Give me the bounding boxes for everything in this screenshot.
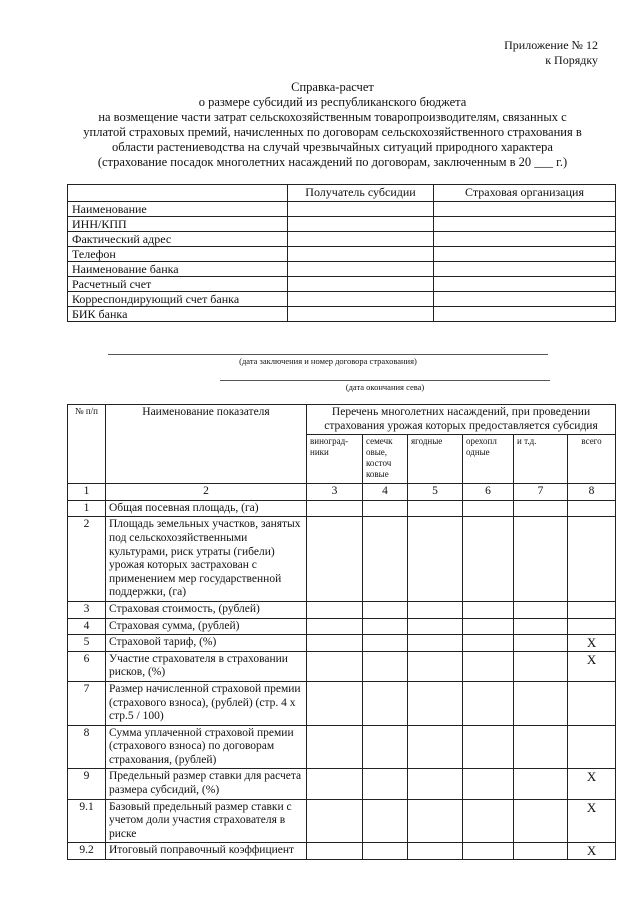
row-indicator-name: Предельный размер ставки для расчета размера субсидий, (%) (106, 769, 307, 799)
value-cell[interactable] (408, 769, 463, 799)
value-cell[interactable] (307, 618, 363, 635)
value-cell[interactable] (408, 725, 463, 769)
title-line-6: (страхование посадок многолетних насаждений по договорам, заключенным в 20 ___ г.) (97, 155, 568, 169)
insurer-value-cell[interactable] (434, 247, 616, 262)
value-cell[interactable] (463, 517, 514, 602)
table-row (68, 769, 616, 799)
column-numbers-row (68, 484, 616, 501)
header-indicator: Наименование показателя (106, 405, 307, 484)
value-cell[interactable] (307, 681, 363, 725)
value-cell[interactable] (514, 500, 568, 517)
value-cell[interactable] (307, 843, 363, 860)
info-row-label: Корреспондирующий счет банка (68, 292, 288, 307)
info-row-label: Расчетный счет (68, 277, 288, 292)
value-cell[interactable] (307, 635, 363, 652)
info-row (68, 202, 616, 217)
title-line-4: уплатой страховых премий, начисленных по договорам сельскохозяйственного страхования в (83, 125, 582, 139)
document-title (50, 80, 615, 170)
value-cell[interactable] (514, 725, 568, 769)
value-cell[interactable] (363, 517, 408, 602)
total-cell[interactable]: X (568, 651, 616, 681)
total-cell[interactable] (568, 601, 616, 618)
value-cell[interactable] (463, 725, 514, 769)
column-number-cell: 5 (408, 484, 463, 501)
recipient-value-cell[interactable] (288, 292, 434, 307)
total-cell[interactable] (568, 725, 616, 769)
column-number-cell: 8 (568, 484, 616, 501)
recipient-value-cell[interactable] (288, 217, 434, 232)
value-cell[interactable] (463, 500, 514, 517)
row-number: 3 (68, 601, 106, 618)
value-cell[interactable] (363, 681, 408, 725)
total-cell[interactable]: X (568, 635, 616, 652)
value-cell[interactable] (408, 618, 463, 635)
row-indicator-name: Базовый предельный размер ставки с учетом доли участия страхователя в риске (106, 799, 307, 843)
column-number-cell: 1 (68, 484, 106, 501)
row-number: 9 (68, 769, 106, 799)
value-cell[interactable] (514, 681, 568, 725)
column-number-cell: 2 (106, 484, 307, 501)
header-num: № п/п (68, 405, 106, 484)
table-row (68, 651, 616, 681)
value-cell[interactable] (514, 635, 568, 652)
value-cell[interactable] (307, 500, 363, 517)
insurer-value-cell[interactable] (434, 307, 616, 322)
row-indicator-name: Участие страхователя в страховании рисков, (%) (106, 651, 307, 681)
value-cell[interactable] (363, 843, 408, 860)
recipient-value-cell[interactable] (288, 232, 434, 247)
table-row (68, 618, 616, 635)
insurer-value-cell[interactable] (434, 262, 616, 277)
value-cell[interactable] (307, 651, 363, 681)
value-cell[interactable] (463, 799, 514, 843)
value-cell[interactable] (307, 517, 363, 602)
row-indicator-name: Размер начисленной страховой премии (страхового взноса), (рублей) (стр. 4 х стр.5 / 100) (106, 681, 307, 725)
row-number: 7 (68, 681, 106, 725)
info-row (68, 307, 616, 322)
calculation-table (67, 404, 616, 860)
value-cell[interactable] (514, 799, 568, 843)
row-indicator-name: Страховая стоимость, (рублей) (106, 601, 307, 618)
total-cell[interactable]: X (568, 799, 616, 843)
info-row-label: Телефон (68, 247, 288, 262)
info-header-blank (68, 185, 288, 202)
column-number-cell: 4 (363, 484, 408, 501)
title-line-1: Справка-расчет (291, 80, 374, 94)
value-cell[interactable] (463, 635, 514, 652)
harvest-caption: (дата окончания сева) (345, 382, 425, 392)
row-indicator-name: Общая посевная площадь, (га) (106, 500, 307, 517)
row-indicator-name: Страховой тариф, (%) (106, 635, 307, 652)
info-row (68, 292, 616, 307)
table-row (68, 601, 616, 618)
value-cell[interactable] (408, 601, 463, 618)
value-cell[interactable] (408, 500, 463, 517)
column-number-cell: 7 (514, 484, 568, 501)
title-line-5: области растениеводства на случай чрезвычайных ситуаций природного характера (112, 140, 553, 154)
row-number: 4 (68, 618, 106, 635)
row-indicator-name: Страховая сумма, (рублей) (106, 618, 307, 635)
row-indicator-name: Сумма уплаченной страховой премии (страхового взноса) по договорам страхования, (рублей) (106, 725, 307, 769)
value-cell[interactable] (307, 725, 363, 769)
info-row-label: БИК банка (68, 307, 288, 322)
info-row-label: Наименование (68, 202, 288, 217)
value-cell[interactable] (408, 635, 463, 652)
row-number: 8 (68, 725, 106, 769)
recipient-value-cell[interactable] (288, 247, 434, 262)
value-cell[interactable] (408, 799, 463, 843)
info-row-label: Фактический адрес (68, 232, 288, 247)
info-row-label: Наименование банка (68, 262, 288, 277)
total-cell[interactable] (568, 618, 616, 635)
value-cell[interactable] (463, 681, 514, 725)
value-cell[interactable] (408, 681, 463, 725)
subheader-cell: семечк овые, косточ ковые (363, 435, 408, 484)
appendix-reference: к Порядку (545, 53, 598, 67)
value-cell[interactable] (514, 651, 568, 681)
value-cell[interactable] (307, 601, 363, 618)
row-indicator-name: Площадь земельных участков, занятых под сельскохозяйственными культурами, риск утраты (гибели) урожая которых застрахован с применением мер государственной поддержки, (га) (106, 517, 307, 602)
value-cell[interactable] (363, 618, 408, 635)
value-cell[interactable] (463, 618, 514, 635)
recipient-value-cell[interactable] (288, 202, 434, 217)
contract-caption: (дата заключения и номер договора страхования) (239, 356, 417, 366)
subheader-cell: всего (568, 435, 616, 484)
value-cell[interactable] (514, 601, 568, 618)
recipient-value-cell[interactable] (288, 307, 434, 322)
value-cell[interactable] (307, 799, 363, 843)
insurer-value-cell[interactable] (434, 277, 616, 292)
column-number-cell: 3 (307, 484, 363, 501)
value-cell[interactable] (408, 651, 463, 681)
value-cell[interactable] (463, 843, 514, 860)
column-number-cell: 6 (463, 484, 514, 501)
harvest-signature-line (220, 380, 550, 392)
value-cell[interactable] (307, 769, 363, 799)
row-number: 9.2 (68, 843, 106, 860)
value-cell[interactable] (363, 799, 408, 843)
value-cell[interactable] (408, 517, 463, 602)
info-row (68, 217, 616, 232)
table-row (68, 517, 616, 602)
total-cell[interactable] (568, 500, 616, 517)
info-row (68, 232, 616, 247)
row-indicator-name: Итоговый поправочный коэффициент (106, 843, 307, 860)
title-line-2: о размере субсидий из республиканского бюджета (198, 95, 467, 109)
total-cell[interactable] (568, 517, 616, 602)
value-cell[interactable] (363, 725, 408, 769)
header-plantings: Перечень многолетних насаждений, при проведении страхования урожая которых предоставляется субсидия (307, 405, 616, 435)
recipient-value-cell[interactable] (288, 262, 434, 277)
row-number: 6 (68, 651, 106, 681)
recipient-value-cell[interactable] (288, 277, 434, 292)
insurer-value-cell[interactable] (434, 292, 616, 307)
subheader-cell: орехопл одные (463, 435, 514, 484)
table-row (68, 681, 616, 725)
row-number: 1 (68, 500, 106, 517)
value-cell[interactable] (408, 843, 463, 860)
insurer-value-cell[interactable] (434, 217, 616, 232)
value-cell[interactable] (514, 517, 568, 602)
appendix-label (504, 38, 598, 68)
value-cell[interactable] (514, 618, 568, 635)
insurer-value-cell[interactable] (434, 202, 616, 217)
table-row (68, 500, 616, 517)
value-cell[interactable] (463, 769, 514, 799)
value-cell[interactable] (363, 601, 408, 618)
value-cell[interactable] (363, 769, 408, 799)
value-cell[interactable] (363, 635, 408, 652)
total-cell[interactable] (568, 681, 616, 725)
info-row (68, 277, 616, 292)
appendix-number: Приложение № 12 (504, 38, 598, 52)
value-cell[interactable] (463, 601, 514, 618)
title-line-3: на возмещение части затрат сельскохозяйственным товаропроизводителям, связанных с (98, 110, 567, 124)
total-cell[interactable]: X (568, 843, 616, 860)
value-cell[interactable] (514, 769, 568, 799)
value-cell[interactable] (463, 651, 514, 681)
table-row (68, 843, 616, 860)
info-header-recipient: Получатель субсидии (288, 185, 434, 202)
row-number: 2 (68, 517, 106, 602)
calc-header-row (68, 405, 616, 435)
table-row (68, 635, 616, 652)
info-row (68, 247, 616, 262)
row-number: 5 (68, 635, 106, 652)
table-row (68, 799, 616, 843)
value-cell[interactable] (363, 651, 408, 681)
subheader-cell: и т.д. (514, 435, 568, 484)
info-table-header (68, 185, 616, 202)
value-cell[interactable] (363, 500, 408, 517)
info-header-insurer: Страховая организация (434, 185, 616, 202)
subheader-cell: виноград- ники (307, 435, 363, 484)
subheader-cell: ягодные (408, 435, 463, 484)
row-number: 9.1 (68, 799, 106, 843)
table-row (68, 725, 616, 769)
info-table (67, 184, 616, 322)
insurer-value-cell[interactable] (434, 232, 616, 247)
value-cell[interactable] (514, 843, 568, 860)
total-cell[interactable]: X (568, 769, 616, 799)
contract-signature-line (108, 354, 548, 366)
info-row-label: ИНН/КПП (68, 217, 288, 232)
info-row (68, 262, 616, 277)
